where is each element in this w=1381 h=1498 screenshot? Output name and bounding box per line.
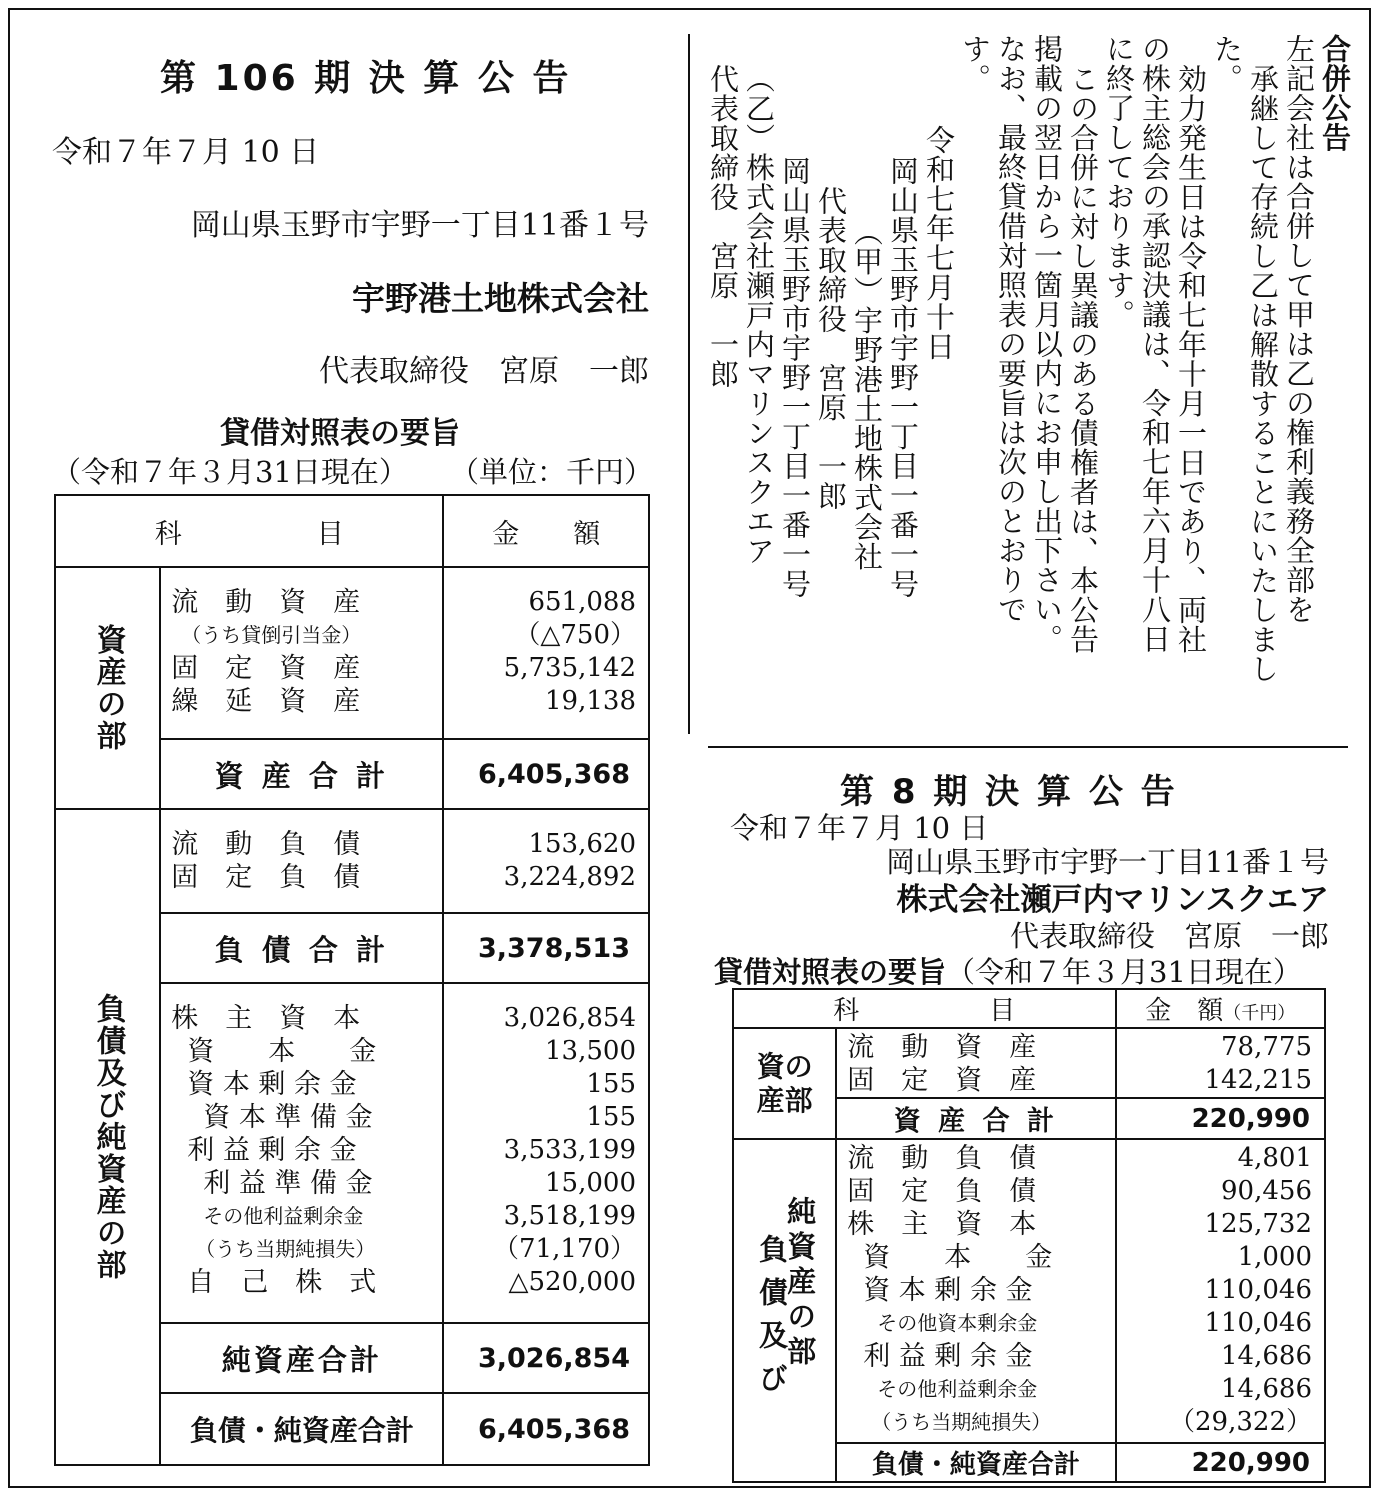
item-label: 利 益 剰 余 金 bbox=[863, 1341, 1033, 1372]
right-assets-values bbox=[1116, 1028, 1325, 1098]
item-label: 資 本 金 bbox=[187, 1036, 377, 1067]
section-divider bbox=[708, 746, 1348, 748]
column-divider bbox=[688, 34, 690, 734]
right-grand-total-value: 220,990 bbox=[1116, 1443, 1325, 1482]
left-equity-labels bbox=[160, 983, 443, 1323]
item-value: 78,775 bbox=[1221, 1032, 1312, 1062]
item-label: （うち当期純損失） bbox=[195, 1237, 376, 1261]
item-value: 15,000 bbox=[545, 1168, 636, 1198]
merger-line: 代表取締役 宮原 一郎 bbox=[814, 186, 848, 511]
left-grand-total-value: 6,405,368 bbox=[443, 1393, 649, 1465]
merger-line: 令和七年七月十日 bbox=[922, 125, 956, 362]
left-as-of: （令和７年３月31日現在） bbox=[52, 455, 408, 489]
left-representative: 代表取締役 宮原 一郎 bbox=[319, 354, 649, 389]
right-header-item: 科 目 bbox=[733, 989, 1116, 1028]
item-value: 651,088 bbox=[528, 587, 636, 617]
left-net-total-value: 3,026,854 bbox=[443, 1323, 649, 1393]
left-equity-values bbox=[443, 983, 649, 1323]
item-label: 固 定 負 債 bbox=[171, 862, 361, 893]
item-label: 株 主 資 本 bbox=[171, 1003, 361, 1034]
right-header-unit: （千円） bbox=[1223, 1003, 1296, 1024]
item-value: 110,046 bbox=[1204, 1275, 1312, 1305]
item-value: 3,518,199 bbox=[503, 1201, 636, 1231]
left-liab-labels bbox=[160, 809, 443, 913]
item-label: 自 己 株 式 bbox=[187, 1267, 377, 1298]
merger-line: この合併に対し異議のある債権者は、本公告 bbox=[1066, 64, 1100, 655]
left-unit: （単位：千円） bbox=[450, 455, 654, 489]
item-label: 流 動 資 産 bbox=[847, 1032, 1037, 1063]
merger-line: た。 bbox=[1210, 34, 1244, 93]
right-company: 株式会社瀬戸内マリンスクエア bbox=[896, 882, 1329, 918]
item-label: 固 定 資 産 bbox=[847, 1065, 1037, 1096]
item-value: 90,456 bbox=[1221, 1176, 1312, 1206]
right-liab-values bbox=[1116, 1139, 1325, 1443]
right-grand-total-label: 負債・純資産合計 bbox=[836, 1443, 1115, 1482]
item-value: （29,322） bbox=[1169, 1407, 1312, 1437]
right-as-of: （令和７年３月31日現在） bbox=[946, 955, 1302, 989]
left-liab-values bbox=[443, 809, 649, 913]
item-label: 繰 延 資 産 bbox=[171, 686, 361, 717]
left-title: 第 106 期 決 算 公 告 bbox=[160, 58, 572, 99]
right-balance-sheet bbox=[732, 988, 1326, 1483]
item-value: 19,138 bbox=[545, 686, 636, 716]
item-value: 153,620 bbox=[528, 829, 636, 859]
left-grand-total-label: 負債・純資産合計 bbox=[160, 1393, 443, 1465]
merger-line: 効力発生日は令和七年十月一日であり、両社 bbox=[1174, 64, 1208, 655]
item-value: （71,170） bbox=[493, 1234, 636, 1264]
left-liab-total-label: 負 債 合 計 bbox=[160, 913, 443, 983]
item-label: 資 本 金 bbox=[863, 1242, 1053, 1273]
right-assets-labels bbox=[836, 1028, 1115, 1098]
item-label: 流 動 負 債 bbox=[847, 1143, 1037, 1174]
left-company: 宇野港土地株式会社 bbox=[352, 279, 649, 318]
item-value: 5,735,142 bbox=[503, 653, 636, 683]
right-representative: 代表取締役 宮原 一郎 bbox=[1009, 919, 1329, 953]
right-assets-section: 資の 産部 bbox=[733, 1028, 836, 1139]
merger-line: （乙）株式会社瀬戸内マリンスクエア bbox=[742, 64, 776, 566]
left-header-amount: 金 額 bbox=[443, 495, 649, 567]
item-label: 固 定 資 産 bbox=[171, 653, 361, 684]
right-header-amount-cell bbox=[1116, 989, 1325, 1028]
merger-line: 岡山県玉野市宇野一丁目一番一号 bbox=[778, 155, 812, 599]
item-label: 利 益 剰 余 金 bbox=[187, 1135, 357, 1166]
left-liab-total-value: 3,378,513 bbox=[443, 913, 649, 983]
merger-line: の株主総会の承認決議は、令和七年六月十八日 bbox=[1138, 34, 1172, 654]
left-liab-section: 負債及び純資産の部 bbox=[55, 809, 160, 1465]
right-address: 岡山県玉野市宇野一丁目11番１号 bbox=[886, 845, 1329, 879]
item-value: 3,224,892 bbox=[503, 862, 636, 892]
left-assets-labels bbox=[160, 567, 443, 739]
merger-line: 岡山県玉野市宇野一丁目一番一号 bbox=[886, 155, 920, 599]
item-label: その他利益剰余金 bbox=[203, 1204, 364, 1228]
item-value: 3,026,854 bbox=[503, 1003, 636, 1033]
right-header-amount: 金 額 bbox=[1145, 996, 1224, 1026]
left-balance-sheet bbox=[54, 494, 650, 1466]
merger-line: す。 bbox=[958, 34, 992, 93]
merger-heading: 合併公告 bbox=[1318, 34, 1352, 152]
left-assets-section: 資産の部 bbox=[55, 567, 160, 809]
merger-line: なお、最終貸借対照表の要旨は次のとおりで bbox=[994, 34, 1028, 624]
left-assets-total-value: 6,405,368 bbox=[443, 739, 649, 809]
right-title: 第 8 期 決 算 公 告 bbox=[840, 772, 1178, 812]
left-net-total-label: 純資産合計 bbox=[160, 1323, 443, 1393]
item-label: 固 定 負 債 bbox=[847, 1176, 1037, 1207]
item-label: その他資本剰余金 bbox=[877, 1311, 1038, 1335]
item-value: （△750） bbox=[514, 620, 636, 650]
item-value: 125,732 bbox=[1204, 1209, 1312, 1239]
item-value: 14,686 bbox=[1221, 1341, 1312, 1371]
right-liab-section: 純資産の部 負債及び bbox=[733, 1139, 836, 1482]
item-value: 142,215 bbox=[1204, 1065, 1312, 1095]
item-value: 13,500 bbox=[545, 1036, 636, 1066]
left-assets-total-label: 資 産 合 計 bbox=[160, 739, 443, 809]
item-value: 155 bbox=[586, 1102, 636, 1132]
left-date: 令和７年７月 10 日 bbox=[52, 135, 320, 170]
merger-line: に終了しております。 bbox=[1102, 34, 1136, 329]
item-label: （うち当期純損失） bbox=[871, 1410, 1052, 1434]
right-liab-labels bbox=[836, 1139, 1115, 1443]
merger-line: 承継して存続し乙は解散することにいたしまし bbox=[1246, 64, 1280, 684]
right-bs-title: 貸借対照表の要旨 bbox=[714, 955, 947, 989]
merger-line: 掲載の翌日から一箇月以内にお申し出下さい。 bbox=[1030, 34, 1064, 654]
item-label: 流 動 負 債 bbox=[171, 829, 361, 860]
left-address: 岡山県玉野市宇野一丁目11番１号 bbox=[190, 208, 649, 243]
item-value: 110,046 bbox=[1204, 1308, 1312, 1338]
item-label: 資 本 剰 余 金 bbox=[187, 1069, 357, 1100]
right-bs-heading bbox=[714, 950, 1302, 991]
left-header-item: 科 目 bbox=[55, 495, 443, 567]
right-assets-total-label: 資 産 合 計 bbox=[836, 1098, 1115, 1139]
item-label: 利 益 準 備 金 bbox=[203, 1168, 373, 1199]
item-value: △520,000 bbox=[508, 1267, 636, 1297]
item-label: 流 動 資 産 bbox=[171, 587, 361, 618]
item-label: （うち貸倒引当金） bbox=[181, 623, 362, 647]
item-value: 14,686 bbox=[1221, 1374, 1312, 1404]
item-value: 4,801 bbox=[1237, 1143, 1312, 1173]
right-assets-total-value: 220,990 bbox=[1116, 1098, 1325, 1139]
left-assets-values bbox=[443, 567, 649, 739]
item-label: その他利益剰余金 bbox=[877, 1377, 1038, 1401]
merger-notice bbox=[705, 34, 1353, 744]
right-date: 令和７年７月 10 日 bbox=[730, 811, 989, 845]
item-value: 1,000 bbox=[1237, 1242, 1312, 1272]
merger-line: （甲）宇野港土地株式会社 bbox=[850, 216, 884, 571]
left-bs-title: 貸借対照表の要旨 bbox=[220, 416, 460, 451]
item-value: 3,533,199 bbox=[503, 1135, 636, 1165]
item-value: 155 bbox=[586, 1069, 636, 1099]
merger-line: 左記会社は合併して甲は乙の権利義務全部を bbox=[1282, 34, 1316, 624]
item-label: 資 本 準 備 金 bbox=[203, 1102, 373, 1133]
item-label: 資 本 剰 余 金 bbox=[863, 1275, 1033, 1306]
item-label: 株 主 資 本 bbox=[847, 1209, 1037, 1240]
merger-line: 代表取締役 宮原 一郎 bbox=[706, 64, 740, 389]
